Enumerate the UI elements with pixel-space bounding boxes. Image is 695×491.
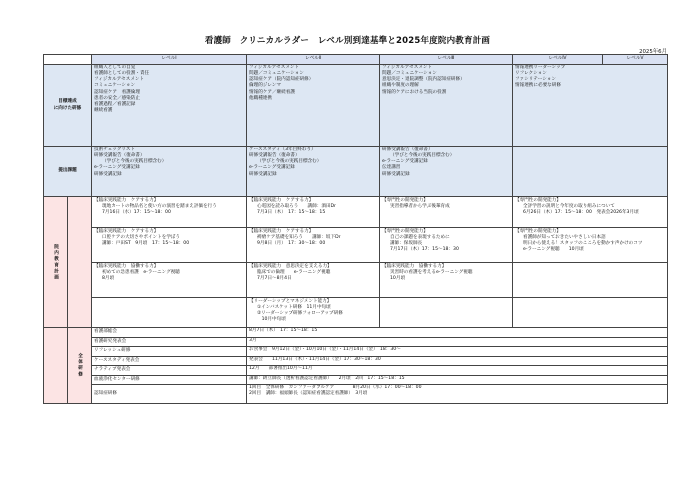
goals-level-1 bbox=[92, 65, 247, 147]
course-detail: 全評学習の説明と今年度の取り組みについて bbox=[523, 204, 615, 210]
presentation-row-label: 提出課題 bbox=[44, 147, 92, 197]
all-staff-section-label: 全体研修 bbox=[68, 328, 92, 404]
all-staff-row bbox=[44, 337, 668, 347]
goals-row bbox=[44, 65, 668, 147]
course-detail: 臨床での倫理 e-ラーニング視聴 bbox=[257, 270, 331, 276]
course-detail: e-ラーニング視聴 10月頃 bbox=[523, 247, 584, 253]
inhouse-row bbox=[44, 228, 668, 263]
course-category: 【臨床実践能力 意思決定を支える力】 bbox=[249, 264, 332, 269]
list-item: 研修受講報告（復命書） bbox=[382, 147, 433, 152]
course-cell-l3 bbox=[380, 298, 513, 328]
inhouse-row bbox=[44, 197, 668, 228]
training-name-text: ケーススタディ発表会 bbox=[94, 357, 140, 363]
course-detail: 自己の課題を表現するために bbox=[390, 235, 450, 241]
course-detail: 10月中旬頃 bbox=[257, 317, 286, 323]
training-schedule-text: 発表会 11月13日（木）・11月14日（金）17：30～18：30 bbox=[249, 356, 381, 362]
course-cell-l1 bbox=[92, 298, 247, 328]
presentation-level-1 bbox=[92, 147, 247, 197]
list-item: 看護過程／看護記録 bbox=[94, 101, 136, 107]
training-schedule bbox=[247, 337, 668, 347]
course-detail: 口腔ケアの大切さやポイントを学ぼう bbox=[102, 235, 181, 241]
presentation-level-3 bbox=[380, 147, 513, 197]
course-category: 【専門性の開発能力】 bbox=[515, 229, 561, 234]
course-detail: 7月7日～8月4日 bbox=[257, 276, 292, 282]
list-item: コミュニケーション bbox=[94, 83, 136, 89]
list-item: 看護師としての役割・責任 bbox=[94, 71, 150, 77]
course-detail: 9月8日（月） 17：30～18：00 bbox=[257, 241, 326, 247]
list-item: 研修受講報告（復命書） bbox=[249, 153, 300, 159]
level-header: レベルⅣ bbox=[513, 55, 603, 65]
course-detail: 看護師が知っておきたいやさしい日本語 bbox=[523, 235, 606, 241]
list-item: フィジカルアセスメント bbox=[94, 77, 145, 83]
list-item: ケーススタディ（3年目終わり） bbox=[249, 147, 316, 152]
training-schedule-text: 1回目 全体研修 カンファーダブルケア 8月20日（水）17：00～18：00 bbox=[249, 385, 422, 390]
goals-level-2 bbox=[247, 65, 380, 147]
course-category: 【臨床実践能力 ケアする力】 bbox=[94, 229, 159, 234]
list-item: 情報的ケア／継続看護 bbox=[249, 89, 295, 95]
corner-cell bbox=[44, 55, 92, 65]
level-header: レベルⅡ bbox=[247, 55, 380, 65]
inhouse-row bbox=[44, 263, 668, 298]
list-item: 患者の安全／感染防止 bbox=[94, 95, 140, 101]
course-detail: 明日から使える！スタッフのこころを動かす声かけのコツ bbox=[523, 241, 643, 247]
level-header: レベルⅢ bbox=[380, 55, 513, 65]
presentation-level-4 bbox=[513, 147, 668, 197]
level-header: レベルⅤ bbox=[603, 55, 668, 65]
course-category: 【臨床実践能力 ケアする力】 bbox=[94, 198, 159, 203]
inhouse-side-band bbox=[68, 197, 92, 328]
course-detail: 褥瘡ケア基礎を知ろう 講師：坂下Dr bbox=[257, 235, 341, 241]
training-name bbox=[92, 375, 247, 385]
training-name bbox=[92, 337, 247, 347]
course-category: 【臨床実践能力 協働する力】 bbox=[382, 264, 447, 269]
level-header-row bbox=[44, 55, 668, 65]
all-staff-side-band bbox=[44, 328, 68, 404]
course-detail: 初めての急患看護 e-ラーニング視聴 bbox=[102, 270, 180, 276]
list-item: （学びと今後の実践目標含む） bbox=[257, 159, 322, 165]
training-name-text: 看護部総会 bbox=[94, 329, 117, 335]
course-detail: ①インバスケット研修 11月中旬頃 bbox=[257, 305, 331, 311]
training-schedule bbox=[247, 356, 668, 366]
list-item: e-ラーニング受講記録 bbox=[382, 159, 428, 165]
course-cell-l3 bbox=[380, 228, 513, 263]
course-cell-l2 bbox=[247, 298, 380, 328]
document-date: 2025年6月 bbox=[639, 49, 667, 55]
course-cell-l3 bbox=[380, 263, 513, 298]
presentation-level-2 bbox=[247, 147, 380, 197]
training-name bbox=[92, 385, 247, 404]
training-schedule-text: 3月 bbox=[249, 337, 257, 343]
list-item: フィジカルアセスメント bbox=[382, 65, 433, 70]
course-category: 【専門性の開発能力】 bbox=[382, 229, 428, 234]
list-item: 技術チェックリスト bbox=[94, 147, 136, 152]
all-staff-section bbox=[44, 328, 668, 404]
course-cell-l2 bbox=[247, 197, 380, 228]
training-name bbox=[92, 328, 247, 338]
course-category: 【リーダーシップとマネジメント能力】 bbox=[249, 299, 332, 304]
level-header: レベルⅠ bbox=[92, 55, 247, 65]
training-name-text: 認知症研修 bbox=[94, 390, 117, 396]
course-cell-l3 bbox=[380, 197, 513, 228]
list-item: 研修受講記録 bbox=[94, 171, 122, 177]
training-schedule bbox=[247, 385, 668, 404]
training-name bbox=[92, 366, 247, 376]
course-cell-l4 bbox=[513, 197, 668, 228]
list-item: 組織や制度の理解 bbox=[382, 83, 419, 89]
training-schedule bbox=[247, 328, 668, 338]
goals-level-4 bbox=[513, 65, 668, 147]
course-detail: 7月17日（木）17：15～18：30 bbox=[390, 247, 459, 253]
page-title: 看護師 クリニカルラダー レベル別到達基準と2025年度院内教育計画 bbox=[204, 36, 491, 46]
course-cell-l4 bbox=[513, 298, 668, 328]
course-category: 【専門性の開発能力】 bbox=[515, 198, 561, 203]
training-schedule-text: 8月7日（木） 17：15～18：15 bbox=[249, 328, 318, 333]
all-staff-row bbox=[44, 356, 668, 366]
training-name-text: 血液浄化センター研修 bbox=[94, 376, 140, 382]
list-item: リフレクション bbox=[515, 71, 547, 77]
list-item: 倫理的ジレンマ bbox=[249, 83, 281, 89]
presentation-row bbox=[44, 147, 668, 197]
course-cell-l1 bbox=[92, 228, 247, 263]
training-schedule-text: 講師：鋳立師長（透析看護認定看護師） 2月頃 2回 17：15～18：15 bbox=[249, 375, 405, 381]
course-detail: 心電図を読み取ろう 講師：酒田Dr bbox=[257, 204, 336, 210]
list-item: e-ラーニング受講記録 bbox=[249, 165, 295, 171]
list-item: 認知症ケア（院内認知症研修） bbox=[249, 77, 314, 83]
course-category: 【臨床実践能力 ケアする力】 bbox=[249, 198, 314, 203]
course-detail: 7月3日（木） 17：15～18：15 bbox=[257, 210, 326, 216]
list-item: 認知症ケア 看護倫理 bbox=[94, 89, 140, 95]
education-plan-table bbox=[43, 54, 668, 404]
training-name-text: リフレッシュ研修 bbox=[94, 348, 131, 354]
list-item: 他職種連携 bbox=[249, 95, 272, 101]
list-item: 情報連携リーダーシップ bbox=[515, 65, 566, 70]
list-item: 研修受講報告（復命書） bbox=[94, 153, 145, 159]
inhouse-section-label: 院内教育計画 bbox=[44, 197, 68, 328]
list-item: e-ラーニング受講記録 bbox=[94, 165, 140, 171]
list-item: ファシリテーション bbox=[515, 77, 556, 83]
inhouse-plan-section bbox=[44, 197, 668, 328]
course-detail: 実習指導者から学ぶ後輩育成 bbox=[390, 204, 450, 210]
training-schedule-text: お食事会 9月12日（金）・10月10日（金）・11月14日（金） 18：30～ bbox=[249, 347, 401, 352]
course-detail: 6月26日（木）17：15～18：00 発表会2026年3月頃 bbox=[523, 210, 639, 216]
list-item: 研修受講記録 bbox=[382, 171, 410, 177]
course-category: 【臨床実践能力 協働する力】 bbox=[94, 264, 159, 269]
course-detail: 7月16日（水）17：15～18：00 bbox=[102, 210, 171, 216]
list-item: 意思決定・退院調整（院内認知症研修） bbox=[382, 77, 465, 83]
course-detail: ②リーダーシップ研修フォローアップ研修 bbox=[257, 311, 343, 317]
list-item: 伝達講習 bbox=[382, 165, 401, 171]
course-cell-l4 bbox=[513, 228, 668, 263]
training-name bbox=[92, 356, 247, 366]
list-item: 情報的ケアにおける当院の役割 bbox=[382, 89, 447, 95]
course-cell-l1 bbox=[92, 197, 247, 228]
course-detail: 講師：戸田ST 9月頃 17：15～18：00 bbox=[102, 241, 190, 247]
training-schedule bbox=[247, 366, 668, 376]
list-item: （学びと今後の実践目標含む） bbox=[102, 159, 167, 165]
training-name bbox=[92, 347, 247, 357]
training-schedule bbox=[247, 347, 668, 357]
all-staff-row bbox=[44, 347, 668, 357]
list-item: 情報連携に必要な研修 bbox=[515, 83, 561, 89]
course-cell-l2 bbox=[247, 263, 380, 298]
list-item: 組織人としての自覚 bbox=[94, 65, 136, 70]
course-cell-l2 bbox=[247, 228, 380, 263]
list-item: 研修受講記録 bbox=[249, 171, 277, 177]
goals-row-label: 目標達成 に向けた研修 bbox=[44, 65, 92, 147]
training-schedule-text: 12月 部署推出10月～11月 bbox=[249, 366, 313, 371]
course-detail: 災害時の看護を考えるe-ラーニング視聴 bbox=[390, 270, 473, 276]
course-cell-l4 bbox=[513, 263, 668, 298]
all-staff-row bbox=[44, 366, 668, 376]
training-name-text: ナラティブ発表会 bbox=[94, 367, 131, 373]
course-category: 【専門性の開発能力】 bbox=[382, 198, 428, 203]
course-detail: 現地カートの物品名と使い方の演習を踏まえ評価を行う bbox=[102, 204, 217, 210]
list-item: 継続看護 bbox=[94, 107, 113, 113]
training-name-text: 看護研究発表会 bbox=[94, 338, 127, 344]
inhouse-row bbox=[44, 298, 668, 328]
list-item: フィジカルアセスメント bbox=[249, 65, 300, 70]
all-staff-row bbox=[44, 328, 668, 338]
course-detail: 10月頃 bbox=[390, 276, 406, 282]
course-category: 【臨床実践能力 ケアする力】 bbox=[249, 229, 314, 234]
course-detail: 8月頃 bbox=[102, 276, 115, 282]
course-detail: 講師：保坂師長 bbox=[390, 241, 423, 247]
list-item: 問題／コミュニケーション bbox=[382, 71, 437, 77]
course-cell-l1 bbox=[92, 263, 247, 298]
training-schedule-text: 2回目 講師：福頭師長（認知症看護認定看護師） 3月頃 bbox=[249, 391, 368, 397]
training-schedule bbox=[247, 375, 668, 385]
all-staff-row bbox=[44, 375, 668, 385]
goals-level-3 bbox=[380, 65, 513, 147]
list-item: 問題／コミュニケーション bbox=[249, 71, 304, 77]
all-staff-row bbox=[44, 385, 668, 404]
list-item: （学びと今後の実践目標含む） bbox=[390, 153, 455, 159]
